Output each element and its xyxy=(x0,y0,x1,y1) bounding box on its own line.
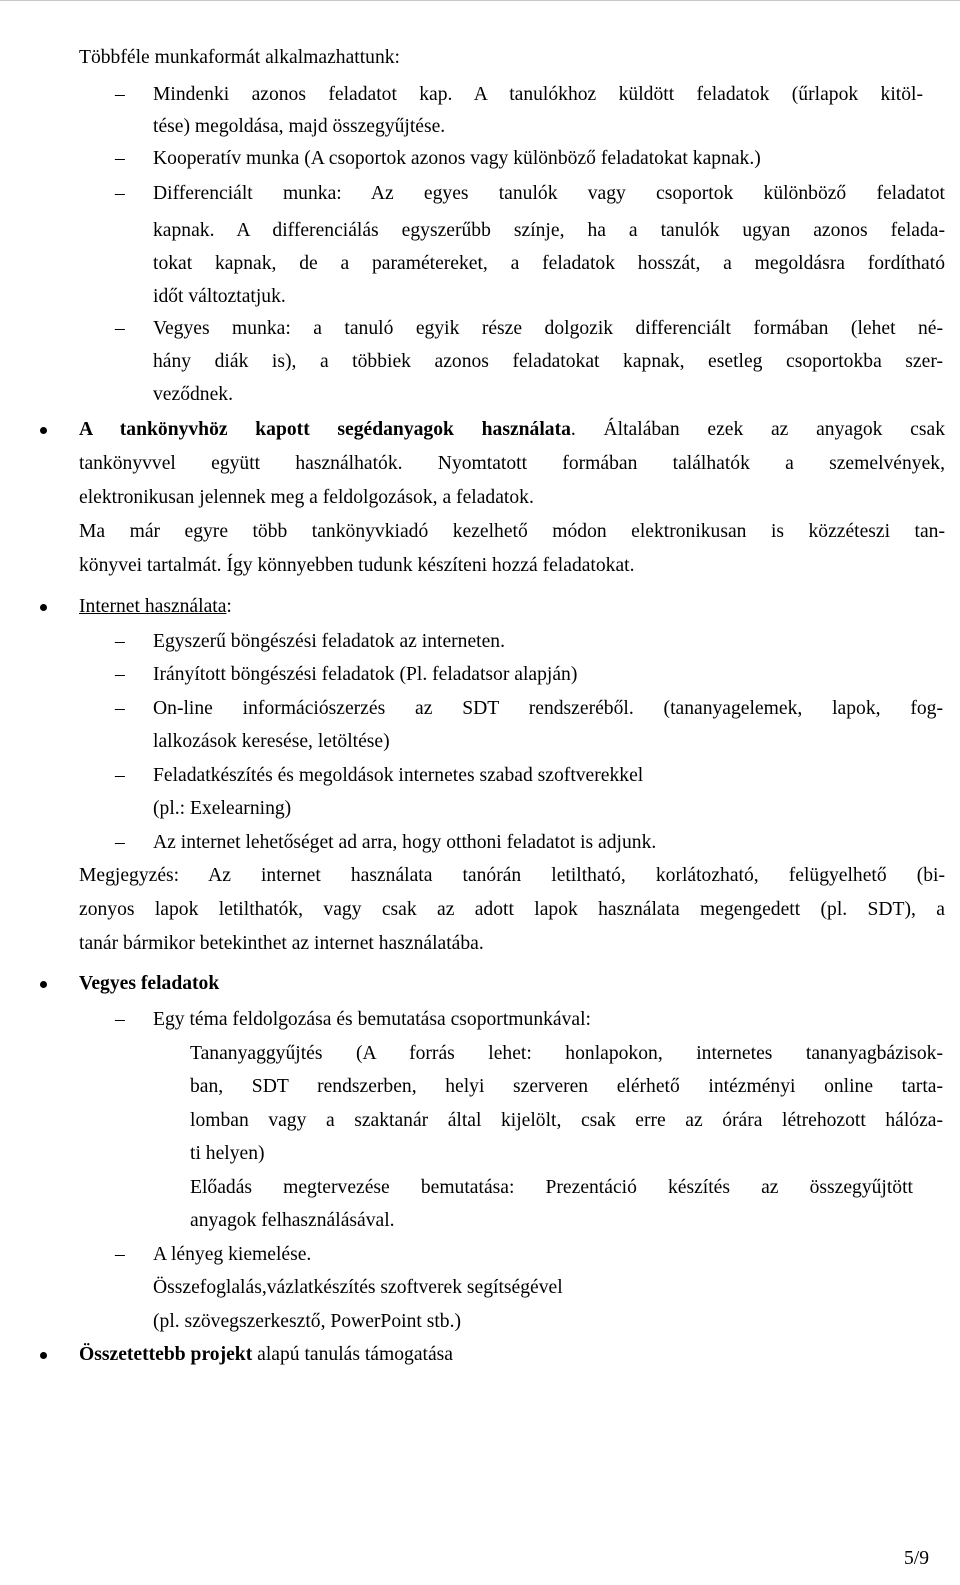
vegyes-item-2-line3: (pl. szövegszerkesztő, PowerPoint stb.) xyxy=(153,1311,461,1332)
dash-marker: – xyxy=(115,698,125,719)
internet-item-3-line1: On-line információszerzés az SDT rendszeréből. (tananyagelemek, lapok, fog- xyxy=(153,698,943,719)
munkaforma-4-line1: Vegyes munka: a tanuló egyik része dolgozik differenciált formában (lehet né- xyxy=(153,318,943,339)
vegyes-item-1: Egy téma feldolgozása és bemutatása csoportmunkával: xyxy=(153,1009,591,1030)
munkaforma-2: Kooperatív munka (A csoportok azonos vagy különböző feladatokat kapnak.) xyxy=(153,148,761,169)
dash-marker: – xyxy=(115,664,125,685)
tankonyv-heading-rest: . Általában ezek az anyagok csak xyxy=(570,419,945,440)
projekt-rest: alapú tanulás támogatása xyxy=(252,1344,453,1365)
munkaforma-1-line1: Mindenki azonos feladatot kap. A tanulókhoz küldött feladatok (űrlapok kitöl- xyxy=(153,84,923,105)
tankonyv-line4: Ma már egyre több tankönyvkiadó kezelhető módon elektronikusan is közzéteszi tan- xyxy=(79,521,945,542)
projekt-line xyxy=(79,1342,453,1368)
dash-marker: – xyxy=(115,1244,125,1265)
dash-marker: – xyxy=(115,148,125,169)
bullet-icon xyxy=(40,427,47,434)
page-top-border xyxy=(0,0,960,1)
vegyes-sub-line3: lomban vagy a szaktanár által kijelölt, csak erre az órára létrehozott hálóza- xyxy=(190,1110,943,1131)
vegyes-sub-line5: Előadás megtervezése bemutatása: Prezentáció készítés az összegyűjtött xyxy=(190,1177,913,1198)
tankonyv-line3: elektronikusan jelennek meg a feldolgozások, a feladatok. xyxy=(79,487,534,508)
dash-marker: – xyxy=(115,84,125,105)
bullet-icon xyxy=(40,981,47,988)
vegyes-sub-line6: anyagok felhasználásával. xyxy=(190,1210,395,1231)
dash-marker: – xyxy=(115,765,125,786)
vegyes-item-2-line2: Összefoglalás,vázlatkészítés szoftverek segítségével xyxy=(153,1277,563,1298)
internet-item-4-line2: (pl.: Exelearning) xyxy=(153,798,292,819)
vegyes-heading xyxy=(79,971,219,997)
internet-item-1: Egyszerű böngészési feladatok az interneten. xyxy=(153,631,505,652)
munkaforma-3-line2: kapnak. A differenciálás egyszerűbb színje, ha a tanulók ugyan azonos felada- xyxy=(153,220,945,241)
tankonyv-line5: könyvei tartalmát. Így könnyebben tudunk készíteni hozzá feladatokat. xyxy=(79,555,635,576)
vegyes-sub-line4: ti helyen) xyxy=(190,1143,265,1164)
dash-marker: – xyxy=(115,1009,125,1030)
internet-note-line3: tanár bármikor betekinthet az internet használatába. xyxy=(79,933,484,954)
dash-marker: – xyxy=(115,832,125,853)
dash-marker: – xyxy=(115,318,125,339)
internet-heading: Internet használata xyxy=(79,596,227,617)
munkaforma-4-line3: veződnek. xyxy=(153,384,233,405)
munkaforma-3-line1: Differenciált munka: Az egyes tanulók vagy csoportok különböző feladatot xyxy=(153,183,945,204)
internet-item-2: Irányított böngészési feladatok (Pl. feladatsor alapján) xyxy=(153,664,578,685)
tankonyv-line1 xyxy=(79,417,945,443)
vegyes-heading-text: Vegyes feladatok xyxy=(79,973,220,994)
projekt-heading: Összetettebb projekt xyxy=(79,1344,253,1365)
bullet-icon xyxy=(40,604,47,611)
dash-marker: – xyxy=(115,631,125,652)
dash-marker: – xyxy=(115,183,125,204)
internet-note-line2: zonyos lapok letilthatók, vagy csak az adott lapok használata megengedett (pl. SDT), a xyxy=(79,899,945,920)
internet-item-4-line1: Feladatkészítés és megoldások internetes szabad szoftverekkel xyxy=(153,765,644,786)
internet-item-5: Az internet lehetőséget ad arra, hogy otthoni feladatot is adjunk. xyxy=(153,832,657,853)
tankonyv-line2: tankönyvvel együtt használhatók. Nyomtatott formában találhatók a szemelvények, xyxy=(79,453,945,474)
munkaforma-1-line2: tése) megoldása, majd összegyűjtése. xyxy=(153,116,446,137)
internet-heading-line xyxy=(79,594,232,620)
internet-note-line1: Megjegyzés: Az internet használata tanórán letiltható, korlátozható, felügyelhető (bi- xyxy=(79,865,945,886)
vegyes-sub-line1: Tananyaggyűjtés (A forrás lehet: honlapokon, internetes tananyagbázisok- xyxy=(190,1043,943,1064)
bullet-icon xyxy=(40,1352,47,1359)
page-number: 5/9 xyxy=(904,1548,930,1569)
internet-item-3-line2: lalkozások keresése, letöltése) xyxy=(153,731,390,752)
tankonyv-heading: A tankönyvhöz kapott segédanyagok használata xyxy=(79,419,571,440)
intro-text: Többféle munkaformát alkalmazhattunk: xyxy=(79,47,401,68)
munkaforma-3-line3: tokat kapnak, de a paramétereket, a feladatok hosszát, a megoldásra fordítható xyxy=(153,253,945,274)
vegyes-item-2: A lényeg kiemelése. xyxy=(153,1244,312,1265)
internet-heading-colon: : xyxy=(226,596,232,617)
munkaforma-3-line4: időt változtatjuk. xyxy=(153,286,286,307)
vegyes-sub-line2: ban, SDT rendszerben, helyi szerveren elérhető intézményi online tarta- xyxy=(190,1076,943,1097)
munkaforma-4-line2: hány diák is), a többiek azonos feladatokat kapnak, esetleg csoportokba szer- xyxy=(153,351,943,372)
